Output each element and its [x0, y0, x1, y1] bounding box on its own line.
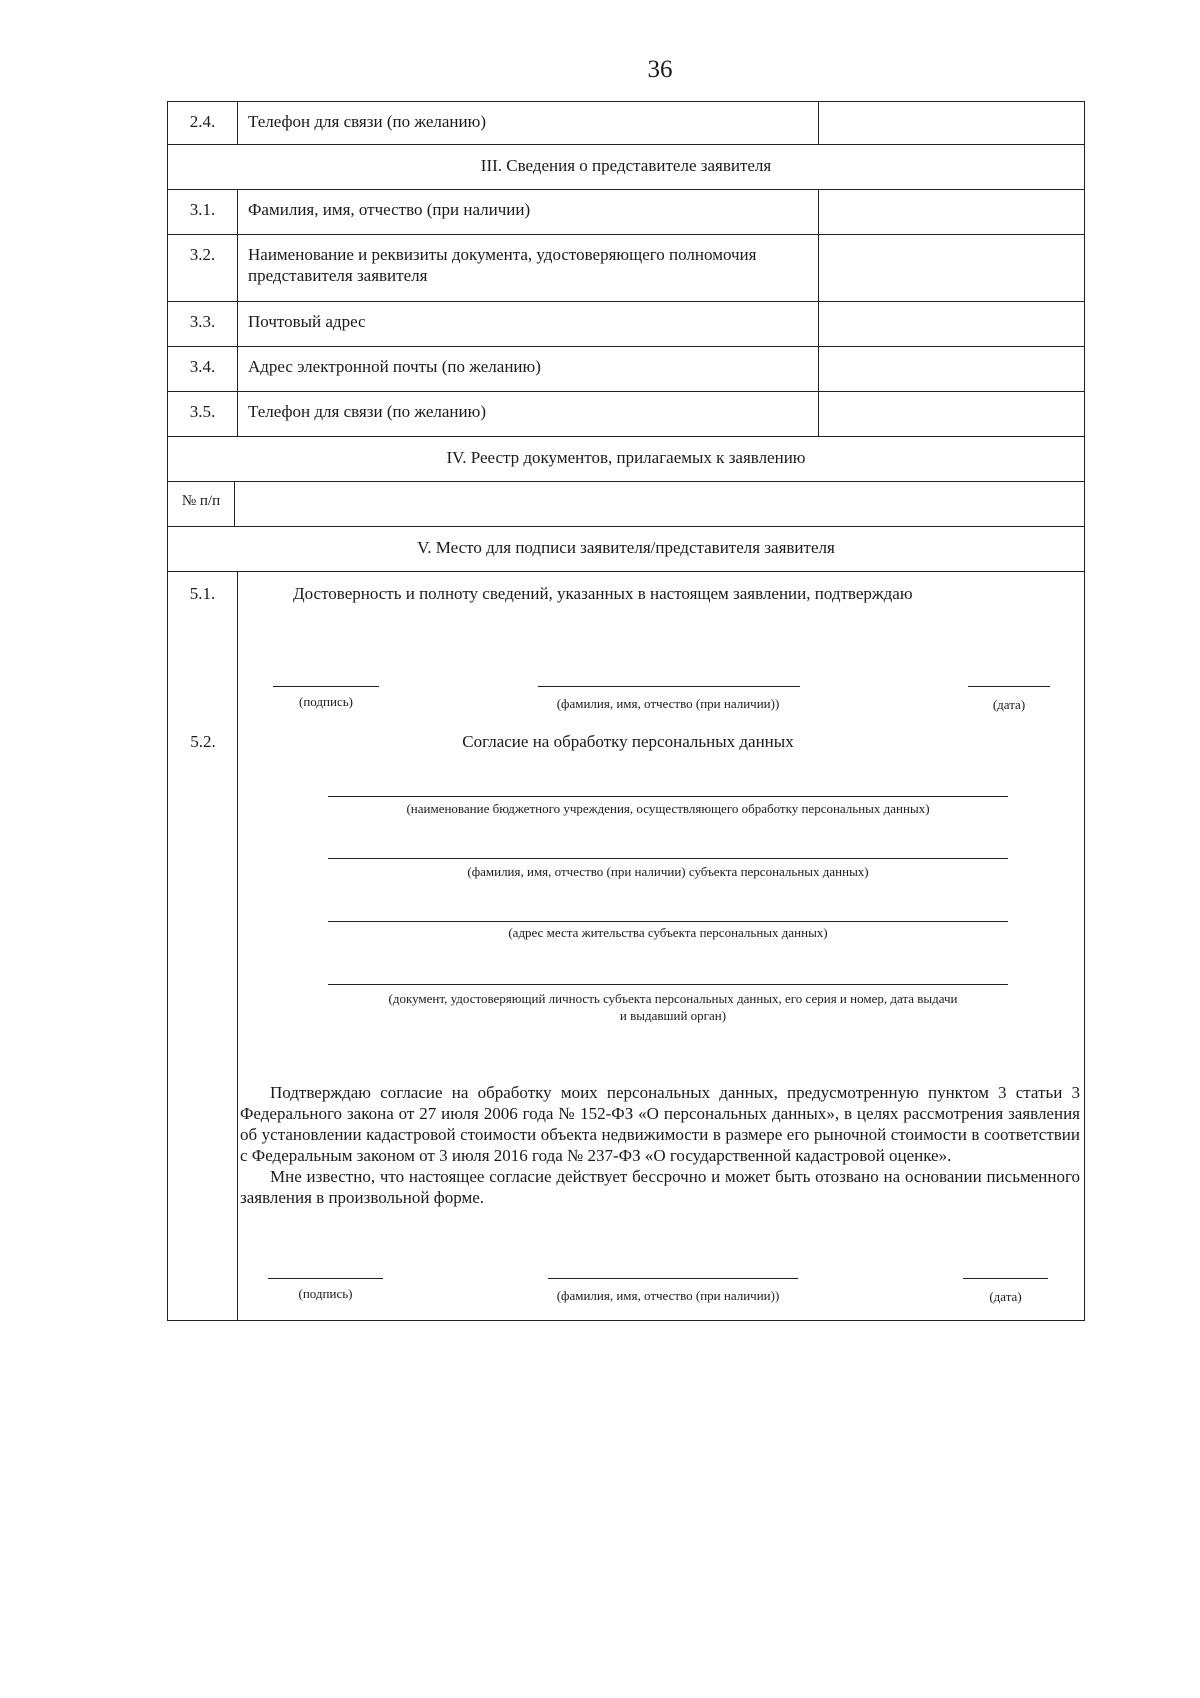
confirmation-text: Достоверность и полноту сведений, указанных в настоящем заявлении, подтверждаю [293, 584, 913, 603]
signature-line[interactable] [268, 1278, 383, 1279]
address-line[interactable] [328, 921, 1008, 922]
row-number: 5.2. [190, 732, 216, 751]
value-cell[interactable] [818, 190, 1084, 234]
row-number: 3.1. [168, 190, 238, 234]
identity-document-caption-line-2: и выдавший орган) [619, 1008, 727, 1023]
row-number: 3.3. [168, 302, 238, 346]
consent-paragraph: Подтверждаю согласие на обработку моих персональных данных, предусмотренную пунктом 3 статьи 3 Федерального закона от 27 июля 2006 года № 152-ФЗ «О персональных данных», в целях рассмотрения заявления об установлении кадастровой стоимости объекта недвижимости в размере его рыночной стоимости в соответствии с Федеральным законом от 3 июля 2016 года № 237-ФЗ «О государственной кадастровой оценке». [240, 1083, 1080, 1165]
row-3-4 [167, 347, 1085, 392]
identity-document-line[interactable] [328, 984, 1008, 985]
fio-line[interactable] [548, 1278, 798, 1279]
institution-line[interactable] [328, 796, 1008, 797]
row-label: Адрес электронной почты (по желанию) [248, 357, 541, 376]
row-number: 3.4. [168, 347, 238, 391]
row-label: Почтовый адрес [248, 312, 366, 331]
date-line[interactable] [963, 1278, 1048, 1279]
row-3-5 [167, 392, 1085, 437]
row-number: 5.1. [189, 584, 216, 603]
row-label: Наименование и реквизиты документа, удостоверяющего полномочия представителя заявителя [248, 245, 757, 285]
address-caption: (адрес места жительства субъекта персональных данных) [508, 925, 828, 940]
row-number: 3.2. [168, 235, 238, 301]
signature-caption: (подпись) [298, 1286, 353, 1301]
row-number: 2.4. [168, 102, 238, 144]
row-2-4 [167, 101, 1085, 145]
identity-document-caption [273, 990, 1073, 1024]
signature-line[interactable] [273, 686, 379, 687]
section-3-heading: III. Сведения о представителе заявителя [167, 145, 1085, 190]
row-label: Телефон для связи (по желанию) [248, 112, 486, 131]
section-5-heading: V. Место для подписи заявителя/представителя заявителя [167, 527, 1085, 572]
consent-title: Согласие на обработку персональных данных [462, 732, 794, 751]
column-number-header: № п/п [168, 482, 235, 526]
row-number-5-1 [168, 572, 238, 1320]
date-caption: (дата) [989, 1289, 1022, 1304]
row-label: Фамилия, имя, отчество (при наличии) [248, 200, 531, 219]
signature-block [167, 572, 1085, 1321]
row-number: 3.5. [168, 392, 238, 436]
consent-revocation-paragraph: Мне известно, что настоящее согласие действует бессрочно и может быть отозвано на основании письменного заявления в произвольной форме. [240, 1167, 1080, 1207]
documents-register-row [167, 482, 1085, 527]
value-cell[interactable] [818, 102, 1084, 144]
value-cell[interactable] [818, 235, 1084, 301]
subject-name-caption: (фамилия, имя, отчество (при наличии) субъекта персональных данных) [467, 864, 869, 879]
documents-cell[interactable] [235, 482, 1084, 526]
row-3-2 [167, 235, 1085, 302]
signature-caption: (подпись) [299, 694, 353, 709]
institution-caption: (наименование бюджетного учреждения, осуществляющего обработку персональных данных) [406, 801, 930, 816]
page-number: 36 [647, 56, 673, 83]
value-cell[interactable] [818, 347, 1084, 391]
fio-caption: (фамилия, имя, отчество (при наличии)) [556, 696, 780, 711]
fio-caption: (фамилия, имя, отчество (при наличии)) [556, 1288, 780, 1303]
consent-text [240, 1082, 1080, 1208]
date-caption: (дата) [992, 697, 1026, 712]
value-cell[interactable] [818, 392, 1084, 436]
section-4-heading: IV. Реестр документов, прилагаемых к заявлению [167, 437, 1085, 482]
application-form [167, 101, 1085, 1321]
row-label: Телефон для связи (по желанию) [248, 402, 486, 421]
row-3-3 [167, 302, 1085, 347]
fio-line[interactable] [538, 686, 800, 687]
value-cell[interactable] [818, 302, 1084, 346]
row-3-1 [167, 190, 1085, 235]
identity-document-caption-line-1: (документ, удостоверяющий личность субъекта персональных данных, его серия и номер, дата выдачи [388, 991, 958, 1006]
date-line[interactable] [968, 686, 1050, 687]
subject-name-line[interactable] [328, 858, 1008, 859]
